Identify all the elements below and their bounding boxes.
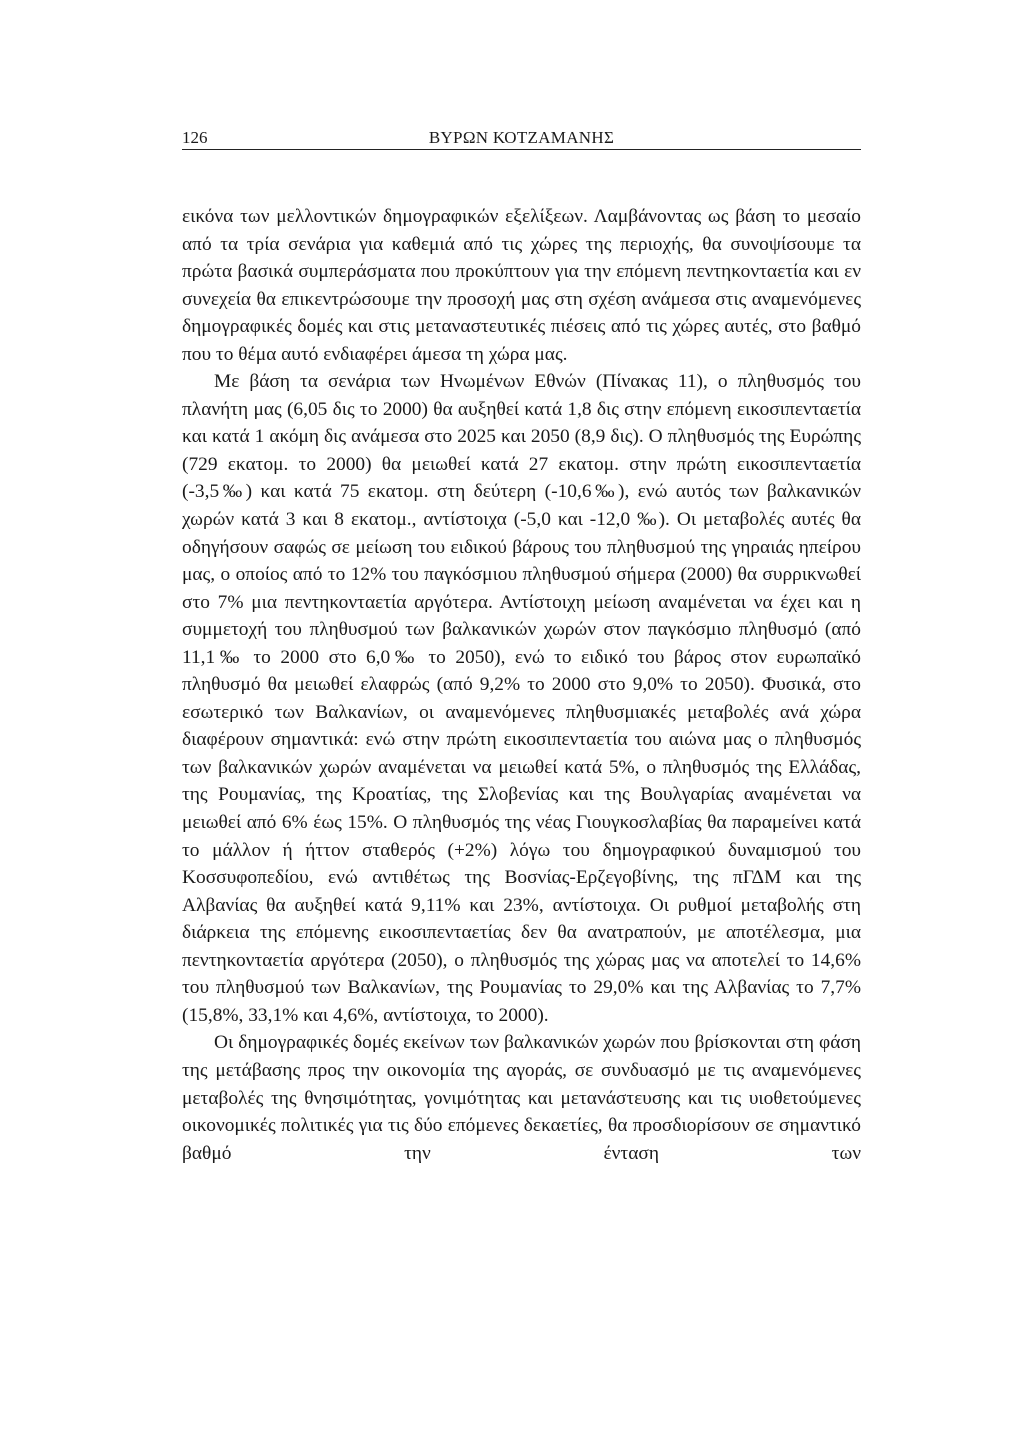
paragraph-population-scenarios: Με βάση τα σενάρια των Ηνωμένων Εθνών (Πίνακας 11), ο πληθυσμός του πλανήτη μας (6,05 δις το 2000) θα αυξηθεί κατά 1,8 δις στην επόμενη εικοσιπενταετία και κατά 1 ακόμη δις ανάμεσα στο 2025 και 2050 (8,9 δις). Ο πληθυσμός της Ευρώπης (729 εκατομ. το 2000) θα μειωθεί κατά 27 εκατομ. στην πρώτη εικοσιπενταετία (-3,5‰) και κατά 75 εκατομ. στη δεύτερη (-10,6‰), ενώ αυτός των βαλκανικών χωρών κατά 3 και 8 εκατομ., αντίστοιχα (-5,0 και -12,0 ‰). Οι μεταβολές αυτές θα οδηγήσουν σαφώς σε μείωση του ειδικού βάρους του πληθυσμού της γηραιάς ηπείρου μας, ο οποίος από το 12% του παγκόσμιου πληθυσμού σήμερα (2000) θα συρρικνωθεί στο 7% μια πεντηκονταετία αργότερα. Αντίστοιχη μείωση αναμένεται να έχει και η συμμετοχή του πληθυσμού των βαλκανικών χωρών στον παγκόσμιο πληθυσμό (από 11,1‰ το 2000 στο 6,0‰ το 2050), ενώ το ειδικό του βάρος στον ευρωπαϊκό πληθυσμό θα μειωθεί ελαφρώς (από 9,2% το 2000 στο 9,0% το 2050). Φυσικά, στο εσωτερικό των Βαλκανίων, οι αναμενόμενες πληθυσμιακές μεταβολές ανά χώρα διαφέρουν σημαντικά: ενώ στην πρώτη εικοσιπενταετία του αιώνα μας ο πληθυσμός των βαλκανικών χωρών αναμένεται να μειωθεί κατά 5%, ο πληθυσμός της Ελλάδας, της Ρουμανίας, της Κροατίας, της Σλοβενίας και της Βουλγαρίας αναμένεται να μειωθεί από 6% έως 15%. Ο πληθυσμός της νέας Γιουγκοσλαβίας θα παραμείνει κατά το μάλλον ή ήττον σταθερός (+2%) λόγω του δημογραφικού δυναμισμού του Κοσσυφοπεδίου, ενώ αντιθέτως της Βοσνίας-Ερζεγοβίνης, της πΓΔΜ και της Αλβανίας θα αυξηθεί κατά 9,11% και 23%, αντίστοιχα. Οι ρυθμοί μεταβολής στη διάρκεια της επόμενης εικοσιπενταετίας δεν θα ανατραπούν, με αποτέλεσμα, μια πεντηκονταετία αργότερα (2050), ο πληθυσμός της χώρας μας να αποτελεί το 14,6% του πληθυσμού των Βαλκανίων, της Ρουμανίας το 29,0% και της Αλβανίας το 7,7% (15,8%, 33,1% και 4,6%, αντίστοιχα, το 2000). [182, 371, 861, 1026]
page-number: 126 [182, 128, 208, 147]
body-text [182, 203, 861, 1167]
page-header [182, 127, 861, 150]
paragraph-continuation: εικόνα των μελλοντικών δημογραφικών εξελίξεων. Λαμβάνοντας ως βάση το μεσαίο από τα τρία σενάρια για καθεμιά από τις χώρες της περιοχής, θα συνοψίσουμε τα πρώτα βασικά συμπεράσματα που προκύπτουν για την επόμενη πεντηκονταετία και εν συνεχεία θα επικεντρώσουμε την προσοχή μας στη σχέση ανάμεσα στις αναμενόμενες δημογραφικές δομές και στις μεταναστευτικές πιέσεις από τις χώρες αυτές, στο βαθμό που το θέμα αυτό ενδιαφέρει άμεσα τη χώρα μας. [182, 206, 861, 365]
paragraph-demographic-structures: Οι δημογραφικές δομές εκείνων των βαλκανικών χωρών που βρίσκονται στη φάση της μετάβασης προς την οικονομία της αγοράς, σε συνδυασμό με τις αναμενόμενες μεταβολές της θνησιμότητας, γονιμότητας και μετανάστευσης και τις υιοθετούμενες οικονομικές πολιτικές για τις δύο επόμενες δεκαετίες, θα προσδιορίσουν σε σημαντικό βαθμό την ένταση των [182, 1032, 861, 1164]
running-head-author: ΒΥΡΩΝ ΚΟΤΖΑΜΑΝΗΣ [428, 128, 615, 147]
